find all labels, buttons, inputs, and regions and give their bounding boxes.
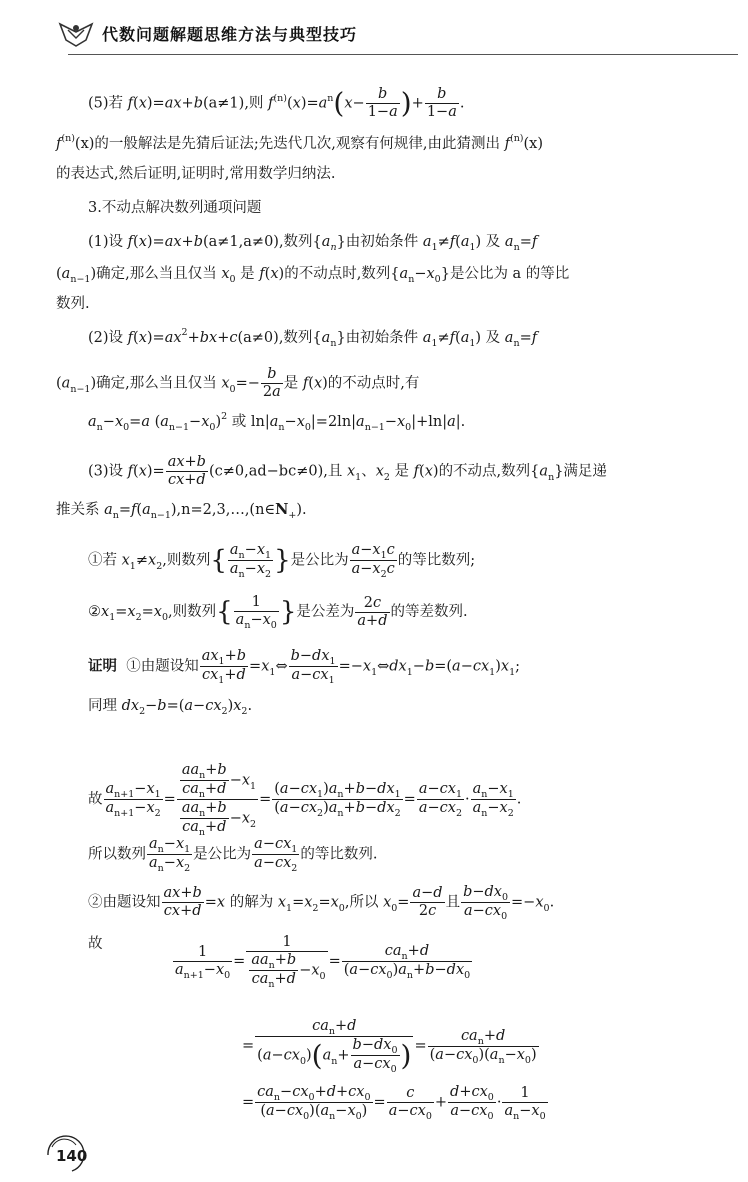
page-number bbox=[42, 1135, 92, 1175]
statement-2-line-1: (2)设 $f(x)=ax^2+bx+c(a\ne 0)$,数列$\{a_n\}$由初始条件 $a_1\ne f(a_1)$ 及 $a_n=f$ bbox=[88, 327, 538, 349]
header-rule bbox=[68, 54, 738, 55]
header-title: 代数问题解题思维方法与典型技巧 bbox=[102, 25, 358, 44]
conclusion-2: $②x_1=x_2=x_0$,则数列{ $\frac{1}{a_n-x_0}$ }是公差为 $\frac{2c}{a+d}$ 的等差数列. bbox=[88, 594, 468, 631]
proof-line-6: $\frac{1}{a_{n+1}-x_0}$ = 1 $\frac{aa_n+b}{ca_n+d}$ $-x_0$ = $\frac{ca_n+d}{(a-cx_0)a_n+b-dx_0}$ bbox=[175, 934, 471, 990]
proof-line-3: 故 $\frac{a_{n+1}-x_1}{a_{n+1}-x_2}$ = $\frac{aa_n+b}{ca_n+d}$ $-x_1$ $\frac{aa_n+b}{ca_n+d}$ $-x_2$ = $\frac{(a-cx_1)a_n+b-dx_1}{(a-cx_2)a_n+b-dx_2}$ = $\frac{a-cx_1}{a-cx_2}$ · $\frac{a_n-x_1}{a_n-x_2}$ . bbox=[88, 762, 522, 838]
proof-line-4: 所以数列 $\frac{a_n-x_1}{a_n-x_2}$ 是公比为 $\frac{a-cx_1}{a-cx_2}$ 的等比数列. bbox=[88, 836, 378, 874]
proof-line-5: ②由题设知 $\frac{ax+b}{cx+d}$ =x 的解为 $x_1=x_2=x_0$,所以 $x_0=$ $\frac{a-d}{2c}$ 且 $\frac{b-dx_0}{a-cx_0}$ $=-x_0$. bbox=[88, 884, 555, 922]
statement-2-line-2: $(a_{n-1})$确定,那么当且仅当 $x_0=-$ $\frac{b}{2a}$ 是 f(x)的不动点时,有 bbox=[56, 366, 420, 400]
proof-label: 证明 bbox=[88, 658, 117, 675]
conclusion-1: ①若 $x_1\ne x_2$,则数列{ $\frac{a_n-x_1}{a_n-x_2}$ }是公比为 $\frac{a-x_1c}{a-x_2c}$ 的等比数列; bbox=[88, 542, 476, 580]
page-header bbox=[18, 8, 738, 54]
proof-line-1: 证明 ①由题设知 $\frac{ax_1+b}{cx_1+d}$ $=x_1\Leftrightarrow$ $\frac{b-dx_1}{a-cx_1}$ $=-x_1\Leftrightarrow dx_1-b=(a-cx_1)x_1$; bbox=[88, 648, 521, 686]
proof-gu-label: 故 bbox=[88, 936, 103, 952]
proof-line-7: = $ca_n+d$ $(a-cx_0)(a_n+$ $\frac{b-dx_0}{a-cx_0}$ ) = $\frac{ca_n+d}{(a-cx_0)(a_n-x_0)}$ bbox=[242, 1018, 537, 1075]
item-5: (5)若 f(x)=ax+b(a≠1),则 $f^{(n)}(x)=a^n(x-$ $\frac{b}{1-a}$ )+ $\frac{b}{1-a}$ . bbox=[88, 86, 465, 120]
general-method-line-2: 的表达式,然后证明,证明时,常用数学归纳法. bbox=[56, 166, 336, 182]
statement-3-line-1: (3)设 f(x)= $\frac{ax+b}{cx+d}$ (c≠0,ad−bc≠0),且 $x_1$、$x_2$ 是 f(x)的不动点,数列$\{a_n\}$满足递 bbox=[88, 454, 607, 488]
statement-1-line-1: (1)设 f(x)=ax+b(a≠1,a≠0),数列$\{a_n\}$由初始条件 $a_1\ne f(a_1)$ 及 $a_n=f$ bbox=[88, 234, 538, 253]
page-number-text: 140 bbox=[56, 1147, 88, 1165]
proof-line-2: 同理 $dx_2-b=(a-cx_2)x_2$. bbox=[88, 698, 253, 717]
statement-2-line-3: $a_n-x_0=a$ $(a_{n-1}-x_0)^2$ 或 $\ln|a_n-x_0|=2\ln|a_{n-1}-x_0|+\ln|a|$. bbox=[88, 411, 466, 433]
book-emblem-icon bbox=[56, 18, 96, 48]
general-method-line-1: $f^{(n)}(x)$的一般解法是先猜后证法;先迭代几次,观察有何规律,由此猜测出 $f^{(n)}(x)$ bbox=[56, 133, 544, 152]
section-3-heading: 3.不动点解决数列通项问题 bbox=[88, 200, 262, 216]
statement-1-line-2: $(a_{n-1})$确定,那么当且仅当 $x_0$ 是 f(x)的不动点时,数列$\{a_n-x_0\}$是公比为 a 的等比 bbox=[56, 266, 570, 285]
proof-line-8: = $\frac{ca_n-cx_0+d+cx_0}{(a-cx_0)(a_n-x_0)}$ = $\frac{c}{a-cx_0}$ + $\frac{d+cx_0}{a-cx_0}$ · $\frac{1}{a_n-x_0}$ bbox=[242, 1084, 546, 1122]
statement-3-line-2: 推关系 $a_n=f(a_{n-1}),n=2,3,\dots,(n\in N_+)$. bbox=[56, 501, 307, 521]
statement-1-line-3: 数列. bbox=[56, 296, 90, 312]
